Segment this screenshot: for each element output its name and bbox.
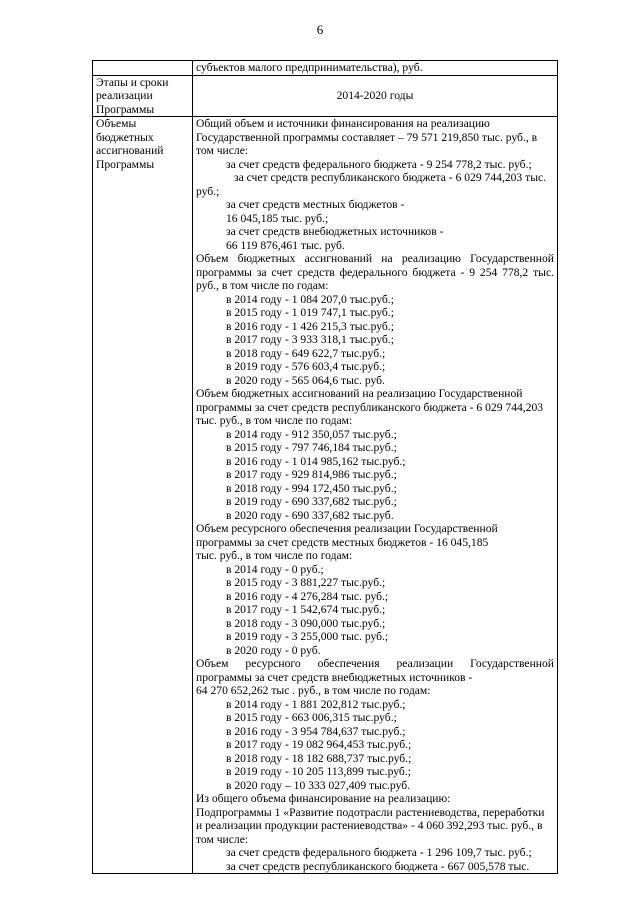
financing-text-line: в 2019 году - 10 205 113,899 тыс.руб.; <box>226 765 411 778</box>
financing-text-line: 16 045,185 тыс. руб.; <box>226 211 329 225</box>
stages-value: 2014-2020 годы <box>336 89 414 102</box>
financing-text-line: в 2020 году - 0 руб. <box>226 643 321 657</box>
financing-text-line: в 2020 году – 10 333 027,409 тыс.руб. <box>226 778 411 792</box>
financing-text-line: в 2014 году - 912 350,057 тыс.руб.; <box>226 427 397 441</box>
financing-text-line: программы за счет средств местных бюджетов - 16 045,185 <box>196 535 489 549</box>
financing-text-line: программы за счет средств внебюджетных источников - <box>196 670 473 684</box>
program-passport-table <box>92 60 558 874</box>
financing-text-line: в 2016 году - 4 276,284 тыс. руб.; <box>226 589 389 603</box>
stages-label-line: Программы <box>96 102 155 116</box>
financing-text-line: программы за счет средств республиканского бюджета - 6 029 744,203 <box>196 400 544 414</box>
financing-text-line: в 2019 году - 690 337,682 тыс.руб.; <box>226 495 397 508</box>
financing-text-line: в 2015 году - 663 006,315 тыс.руб.; <box>226 711 397 724</box>
stages-value-cell <box>193 75 558 117</box>
financing-text-line: Из общего объема финансирование на реализацию: <box>196 792 451 805</box>
financing-text-line: в 2014 году - 0 руб.; <box>226 562 324 576</box>
volumes-label-cell <box>93 117 193 874</box>
financing-text-line: 66 119 876,461 тыс. руб. <box>226 238 345 252</box>
financing-text-line: в 2017 году - 929 814,986 тыс.руб.; <box>226 468 397 481</box>
financing-text-line: в 2016 году - 1 426 215,3 тыс.руб.; <box>226 319 394 333</box>
financing-text-line: том числе: <box>196 144 249 157</box>
financing-text-line: Государственной программы составляет – 79 571 219,850 тыс. руб., в <box>196 130 538 144</box>
financing-text-line: Объем бюджетных ассигнований на реализацию Государственной <box>196 252 554 265</box>
financing-text-line: в 2018 году - 649 622,7 тыс.руб.; <box>226 346 386 360</box>
financing-text-line: в 2018 году - 3 090,000 тыс.руб.; <box>226 616 386 630</box>
continuation-text: субъектов малого предпринимательства), руб. <box>196 61 423 74</box>
financing-text-line: тыс. руб., в том числе по годам: <box>196 414 353 427</box>
volumes-label-line: Программы <box>96 157 155 171</box>
financing-text-line: в 2019 году - 576 603,4 тыс.руб.; <box>226 360 386 373</box>
table-row-stages <box>93 75 558 117</box>
financing-text-line: за счет средств федерального бюджета - 9 254 778,2 тыс. руб.; <box>226 157 532 171</box>
financing-text-line: за счет средств федерального бюджета - 1 296 109,7 тыс. руб.; <box>226 846 532 859</box>
stages-label-line: Этапы и сроки <box>96 75 169 89</box>
financing-text-line: руб.; <box>196 184 220 198</box>
financing-text-line: за счет средств местных бюджетов - <box>226 198 405 211</box>
financing-text-line: Подпрограммы 1 «Развитие подотрасли растениеводства, переработки <box>196 805 545 819</box>
financing-text-line: тыс. руб., в том числе по годам: <box>196 549 353 562</box>
financing-text-line: 64 270 652,262 тыс . руб., в том числе по годам: <box>196 684 431 697</box>
financing-text-line: в 2020 году - 690 337,682 тыс.руб. <box>226 508 394 522</box>
financing-text-line: в 2016 году - 1 014 985,162 тыс.руб.; <box>226 454 406 468</box>
empty-label-cell <box>93 61 193 76</box>
volumes-label-line: ассигнований <box>96 144 164 157</box>
financing-text-line: в 2015 году - 797 746,184 тыс.руб.; <box>226 441 397 454</box>
stages-label-cell <box>93 75 193 117</box>
financing-text-line: в 2017 году - 19 082 964,453 тыс.руб.; <box>226 738 412 751</box>
financing-text-line: в 2015 году - 1 019 747,1 тыс.руб.; <box>226 306 394 319</box>
financing-text-line: программы за счет средств федерального бюджета - 9 254 778,2 тыс. <box>196 265 554 279</box>
financing-text-line: в 2020 году - 565 064,6 тыс. руб. <box>226 373 385 387</box>
volumes-label-line: бюджетных <box>96 130 154 144</box>
table-row-continuation <box>93 61 558 76</box>
financing-text-line: и реализации продукции растениеводства» - 4 060 392,293 тыс. руб., в <box>196 819 543 832</box>
financing-text-line: Объем ресурсного обеспечения реализации Государственной <box>196 657 554 670</box>
stages-label-line: реализации <box>96 89 153 102</box>
financing-text-line: за счет средств внебюджетных источников - <box>226 225 444 238</box>
financing-text-line: в 2014 году - 1 084 207,0 тыс.руб.; <box>226 292 394 306</box>
volumes-label-line: Объемы <box>96 117 137 130</box>
financing-text-line: Общий объем и источники финансирования на реализацию <box>196 117 490 130</box>
financing-text-line: в 2018 году - 18 182 688,737 тыс.руб.; <box>226 751 412 765</box>
continuation-cell <box>193 61 558 76</box>
financing-text-line: в 2019 году - 3 255,000 тыс. руб.; <box>226 630 389 643</box>
financing-text-line: руб., в том числе по годам: <box>196 279 329 292</box>
financing-text-line: в 2018 году - 994 172,450 тыс.руб.; <box>226 481 397 495</box>
financing-text-line: в 2017 году - 1 542,674 тыс.руб.; <box>226 603 386 616</box>
financing-text-line: том числе: <box>196 832 249 846</box>
financing-text-line: в 2016 году - 3 954 784,637 тыс.руб.; <box>226 724 406 738</box>
financing-text-line: за счет средств республиканского бюджета - 6 029 744,203 тыс. <box>234 171 547 184</box>
financing-text-line: в 2015 году - 3 881,227 тыс.руб.; <box>226 576 386 589</box>
table-row-volumes <box>93 117 558 874</box>
financing-text-line: Объем бюджетных ассигнований на реализацию Государственной <box>196 387 523 400</box>
financing-text-line: Объем ресурсного обеспечения реализации Государственной <box>196 522 498 535</box>
page-number: 6 <box>316 22 324 37</box>
financing-text-line: за счет средств республиканского бюджета - 667 005,578 тыс. <box>226 859 530 873</box>
financing-text-line: в 2017 году - 3 933 318,1 тыс.руб.; <box>226 333 394 346</box>
financing-text-line: в 2014 году - 1 881 202,812 тыс.руб.; <box>226 697 406 711</box>
volumes-content-cell <box>193 117 558 874</box>
